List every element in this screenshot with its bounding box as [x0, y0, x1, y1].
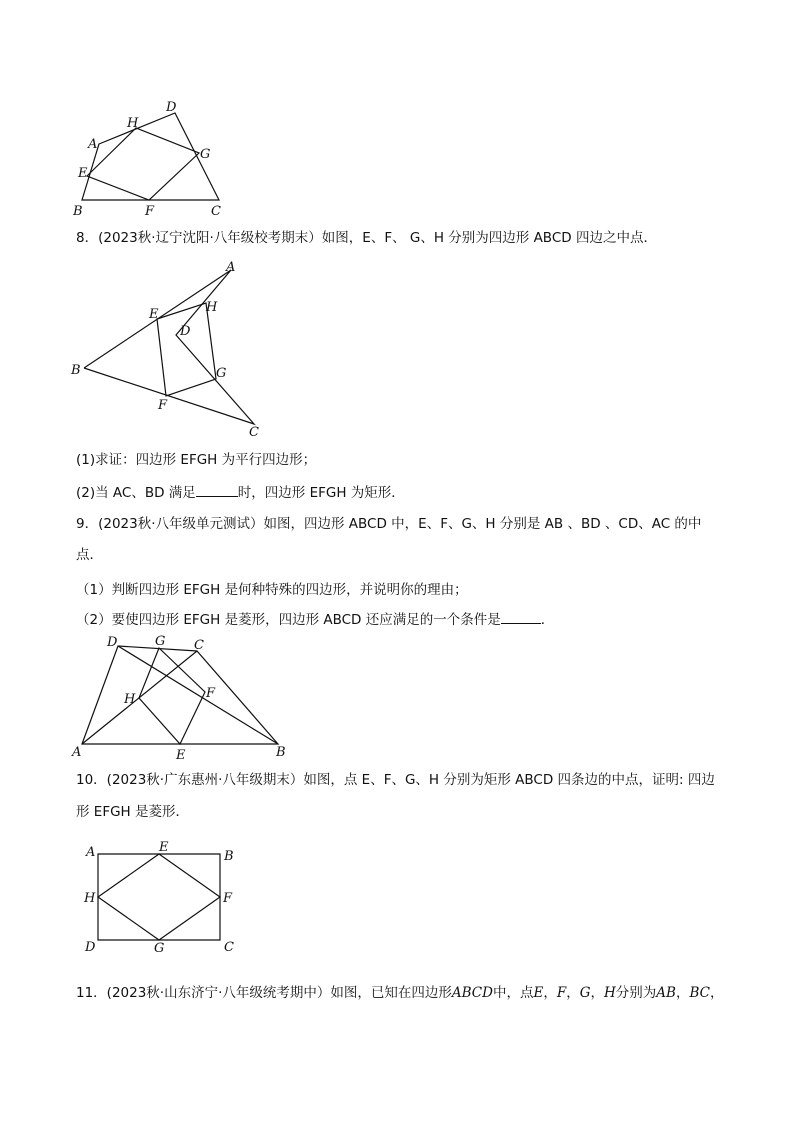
q8-label-E: E: [149, 307, 159, 322]
label-B: B: [73, 204, 83, 219]
label-C: C: [211, 204, 221, 219]
q10-label-H: H: [84, 891, 96, 906]
q9-quad-abcd: [82, 646, 278, 744]
q11-abcd: ABCD: [451, 985, 493, 1001]
figure-q10-svg: [80, 838, 250, 958]
q10-label-F: F: [223, 891, 233, 906]
q10-label-G: G: [154, 941, 165, 956]
figure-q9-svg: [60, 628, 300, 763]
q11-line1: [76, 983, 723, 1003]
q8-label-D: D: [180, 324, 191, 339]
q8-label-B: B: [71, 363, 81, 378]
figure-quadrilateral-top: [60, 96, 240, 221]
q8-label-A: A: [226, 260, 236, 275]
q10-rect-abcd: [98, 854, 220, 940]
label-E: E: [78, 166, 88, 181]
q9-part2: [76, 609, 554, 630]
q9-label-A: A: [72, 745, 82, 760]
q10-rhombus-efgh: [98, 854, 220, 940]
q8-label-H: H: [206, 300, 218, 315]
q8-part2: [76, 482, 405, 503]
figure-q8-svg: [60, 256, 280, 441]
q10-label-B: B: [224, 849, 234, 864]
figure-q8: [60, 256, 280, 441]
q11-comma4: ，: [675, 985, 690, 1001]
q11-comma5: ，: [709, 985, 724, 1001]
q10-label-A: A: [86, 845, 96, 860]
q9-label-F: F: [206, 686, 216, 701]
q11-h: H: [604, 985, 616, 1001]
quad-abcd: [82, 113, 219, 200]
q9-part2-suffix: ．: [540, 612, 555, 628]
q9-label-B: B: [276, 745, 286, 760]
figure-q10: [80, 838, 250, 958]
label-D: D: [166, 100, 177, 115]
q8-label-C: C: [249, 425, 259, 440]
q8-part2-suffix: 时，四边形 EFGH 为矩形．: [237, 485, 405, 501]
q11-comma2: ，: [566, 985, 580, 1001]
q11-e: E: [533, 985, 544, 1001]
q9-answer-blank: [501, 609, 541, 624]
q10-line2: 形 EFGH 是菱形．: [76, 804, 189, 820]
q9-quad-efgh: [139, 648, 205, 744]
q9-line2: 点．: [76, 547, 103, 563]
q11-comma3: ，: [590, 985, 604, 1001]
q11-bc: BC: [689, 985, 710, 1001]
q8-label-F: F: [158, 398, 168, 413]
q8-title: 8．(2023秋·辽宁沈阳·八年级校考期末）如图，E、F、 G、H 分别为四边形 ABCD 四边之中点．: [76, 230, 657, 246]
q10-label-D: D: [85, 940, 96, 955]
q10-line1: 10．(2023秋·广东惠州·八年级期末）如图，点 E、F、G、H 分别为矩形 ABCD 四条边的中点，证明: 四边: [76, 772, 715, 788]
q8-part2-prefix: (2)当 AC、BD 满足: [76, 485, 196, 501]
q9-label-E: E: [176, 748, 186, 763]
label-G: G: [200, 147, 211, 162]
q11-mid2: 分别为: [615, 985, 657, 1001]
q9-label-D: D: [107, 635, 118, 650]
q11-prefix: 11．(2023秋·山东济宁·八年级统考期中）如图，已知在四边形: [76, 985, 452, 1001]
q10-label-C: C: [224, 940, 234, 955]
q8-quad-efgh: [157, 303, 216, 396]
q8-label-G: G: [216, 366, 227, 381]
q9-label-H: H: [124, 692, 136, 707]
label-H: H: [127, 116, 139, 131]
q10-label-E: E: [159, 840, 169, 855]
q11-comma1: ，: [543, 985, 557, 1001]
q11-g: G: [579, 985, 591, 1001]
q8-part1: (1)求证：四边形 EFGH 为平行四边形；: [76, 452, 317, 468]
q9-line1: 9．(2023秋·八年级单元测试）如图，四边形 ABCD 中，E、F、G、H 分别是 AB 、BD 、CD、AC 的中: [76, 516, 702, 532]
figure-q9: [60, 628, 300, 763]
figure-1-svg: [60, 96, 240, 221]
q9-label-C: C: [194, 638, 204, 653]
q8-answer-blank: [196, 482, 238, 497]
label-A: A: [88, 137, 98, 152]
q9-label-G: G: [155, 634, 166, 649]
q11-ab: AB: [656, 985, 676, 1001]
q8-polygon-abcd: [84, 270, 254, 424]
q9-part2-prefix: （2）要使四边形 EFGH 是菱形，四边形 ABCD 还应满足的一个条件是: [76, 612, 501, 628]
q11-mid: 中，点: [492, 985, 534, 1001]
label-F: F: [145, 204, 155, 219]
quad-efgh: [87, 128, 199, 200]
q9-part1: （1）判断四边形 EFGH 是何种特殊的四边形，并说明你的理由；: [76, 582, 468, 598]
q11-f: F: [556, 985, 567, 1001]
